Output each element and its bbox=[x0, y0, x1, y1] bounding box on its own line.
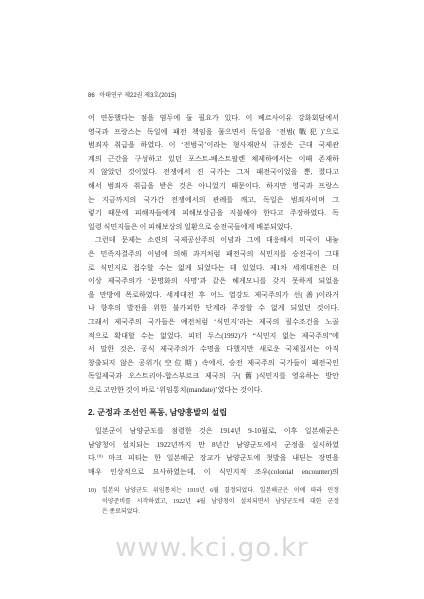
watermark: www.kci.go.kr bbox=[115, 533, 309, 563]
body-text-segment: 다. bbox=[88, 454, 97, 463]
section-heading: 2. 군정과 조선인 폭동, 남양흥발의 설립 bbox=[88, 408, 228, 417]
body-text-line: 나 향후의 발전을 위한 불가피한 단계라 주장할 수 없게 되었던 것이다. bbox=[88, 304, 339, 313]
running-header bbox=[88, 92, 176, 101]
body-text-line: 일령 식민지들은 이 피해보상의 일환으로 승전국들에게 배분되었다. bbox=[88, 222, 293, 231]
paragraph bbox=[88, 234, 339, 397]
footnote-line: 은 종료되었다. bbox=[102, 509, 140, 515]
page-number: 86 bbox=[88, 93, 95, 99]
body-text-line: 으로 고안한 것이 바로 ‘위임통치(mandate)’였다는 것이다. bbox=[88, 385, 263, 394]
body-text-line: 계의 근간을 구성하고 있던 포스트-베스트팔렌 체제하에서는 이때 존재하 bbox=[88, 154, 339, 163]
body-text-line: 독일제국과 오스트리아-합스부르크 제국의 구(舊)식민지를 영유하는 방안 bbox=[88, 372, 339, 381]
body-text-line: 서 말한 것은, 공식 제국주의가 수명을 다했지만 새로운 국제질서는 아직 bbox=[88, 345, 339, 354]
footnote-line: 이양준비를 시작하였고, 1922년 4월 남양청이 설치되면서 남양군도에 대한 군정 bbox=[102, 498, 339, 505]
footnote-number: 10) bbox=[88, 488, 96, 494]
footnote-reference: 10) bbox=[96, 453, 103, 459]
body-text-line: 창출되지 않은 공위기(空位期) 속에서, 승전 제국주의 국가들이 패전국인 bbox=[88, 358, 339, 367]
body-text-line bbox=[88, 452, 339, 466]
footnote-text bbox=[102, 486, 339, 518]
body-text-line: 이상 제국주의가 ‘문명화의 사명’과 같은 헤게모니를 갖지 못하게 되었음 bbox=[88, 277, 339, 286]
body-text-line: 영국과 프랑스는 독일에 패전 책임을 물으면서 독일을 ‘전범(戰犯)’으로 bbox=[88, 127, 339, 136]
body-text-line: 적으로 확대할 수는 없었다. 피터 두스(1992)가 “식민지 없는 제국주의”에 bbox=[88, 331, 339, 340]
body-text-segment: 마크 피티는 한 일본해군 장교가 남양군도에 첫발을 내딛는 장면을 bbox=[102, 454, 339, 463]
body-text-line: 는 지금까지의 국가간 전쟁에서의 관례를 깨고, 독일은 범죄자이며 그 bbox=[88, 195, 339, 204]
body-text-line: 렇기 때문에 피해자들에게 피해보상금을 지불해야 한다고 주장하였다. 독 bbox=[88, 209, 339, 218]
body-text-line: 그래서 제국주의 국가들은 예전처럼 ‘식민지’라는 제국의 필수조건을 노골 bbox=[88, 317, 339, 326]
body-text-line: 범죄자 취급을 하였다. 이 ‘전범국’이라는 형사재판식 규정은 근대 국제관 bbox=[88, 141, 339, 150]
body-text-line: 그런데 문제는 소련의 국제공산주의 이념과 그에 대응해서 미국이 내놓 bbox=[95, 236, 339, 245]
paragraph bbox=[88, 425, 339, 479]
body-text-line: 매우 인상적으로 묘사하였는데, 이 식민지적 조우(colonial encounter)의 bbox=[88, 467, 339, 476]
journal-title: 아태연구 제22권 제3호(2015) bbox=[99, 93, 177, 99]
body-text-line: 남양청이 설치되는 1922년까지 만 8년간 남양군도에서 군정을 실시하였 bbox=[88, 440, 339, 449]
body-text-line: 은 민족자결주의 이념에 의해 과거처럼 패전국의 식민지를 승전국이 그대 bbox=[88, 249, 339, 258]
footnote-line: 일본의 남양군도 위임통치는 1919년 6월 결정되었다. 일본해군은 이에 따라 민정 bbox=[102, 488, 339, 494]
paragraph bbox=[88, 112, 339, 234]
body-text-line: 어 연동했다는 점을 염두에 둘 필요가 있다. 이 베르사이유 강화회담에서 bbox=[88, 114, 339, 122]
body-text-line: 일본군이 남양군도를 점령한 것은 1914년 9-10월로, 이후 일본해군은 bbox=[95, 427, 339, 435]
body-text-line: 지 않았던 것이었다. 전쟁에서 진 국가는 그저 패전국이었을 뿐, 졌다고 bbox=[88, 168, 339, 177]
body-text-line: 해서 범죄자 취급을 받은 것은 아니었기 때문이다. 하지만 영국과 프랑스 bbox=[88, 181, 339, 190]
body-text-line: 로 식민지로 접수할 수는 없게 되었다는 데 있었다. 제1차 세계대전은 더 bbox=[88, 263, 339, 272]
body-text-line: 을 만방에 폭로하였다. 세계대전 후 어느 열강도 제국주의가 선(善)이라거 bbox=[88, 290, 339, 299]
footnote bbox=[88, 486, 339, 518]
